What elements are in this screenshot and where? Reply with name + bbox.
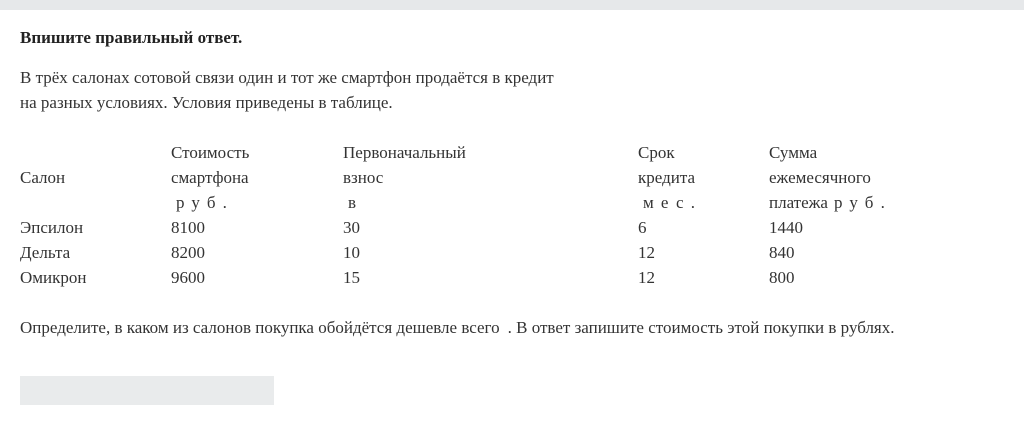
header-term-unit: мес. — [643, 193, 703, 212]
intro-line-2: на разных условиях. Условия приведены в таблице. — [20, 93, 393, 112]
question-part-1: Определите, в каком из салонов покупка обойдётся дешевле всего — [20, 318, 500, 337]
cell-term: 12 — [638, 268, 655, 287]
intro-line-1: В трёх салонах сотовой связи один и тот же смартфон продаётся в кредит — [20, 68, 554, 87]
cell-downpayment: 10 — [343, 243, 360, 262]
cell-monthly: 1440 — [769, 218, 803, 237]
cell-salon: Омикрон — [20, 268, 87, 287]
header-term-line-2: кредита — [638, 168, 696, 187]
cell-downpayment: 30 — [343, 218, 360, 237]
header-downpayment-line-2: взнос — [343, 168, 384, 187]
answer-input[interactable] — [20, 376, 274, 405]
task-intro — [20, 65, 660, 115]
cell-cost: 9600 — [171, 268, 205, 287]
header-monthly-unit — [769, 190, 892, 215]
header-term-line-1: Срок — [638, 143, 675, 162]
header-cost-line-1: Стоимость — [171, 143, 250, 162]
header-salon: Салон — [20, 168, 66, 187]
cell-term: 12 — [638, 243, 655, 262]
header-cost-line-2: смартфона — [171, 168, 249, 187]
top-bar — [0, 0, 1024, 10]
cell-term: 6 — [638, 218, 647, 237]
cell-monthly: 840 — [769, 243, 795, 262]
header-cost-unit: руб. — [176, 193, 235, 212]
cell-salon: Дельта — [20, 243, 71, 262]
task-instruction: Впишите правильный ответ. — [20, 28, 243, 47]
cell-cost: 8100 — [171, 218, 205, 237]
header-monthly-line-1: Сумма — [769, 143, 818, 162]
cell-monthly: 800 — [769, 268, 795, 287]
question-part-2: . В ответ запишите стоимость этой покупки в рублях. — [507, 318, 895, 337]
cell-cost: 8200 — [171, 243, 205, 262]
task-question — [20, 315, 895, 340]
header-monthly-line-3: платежа — [769, 193, 828, 212]
header-monthly-line-2: ежемесячного — [769, 168, 871, 187]
header-downpayment-line-1: Первоначальный — [343, 143, 466, 162]
header-monthly-unit-text: руб. — [833, 193, 892, 212]
cell-salon: Эпсилон — [20, 218, 84, 237]
cell-downpayment: 15 — [343, 268, 360, 287]
header-downpayment-unit: в — [348, 193, 357, 212]
